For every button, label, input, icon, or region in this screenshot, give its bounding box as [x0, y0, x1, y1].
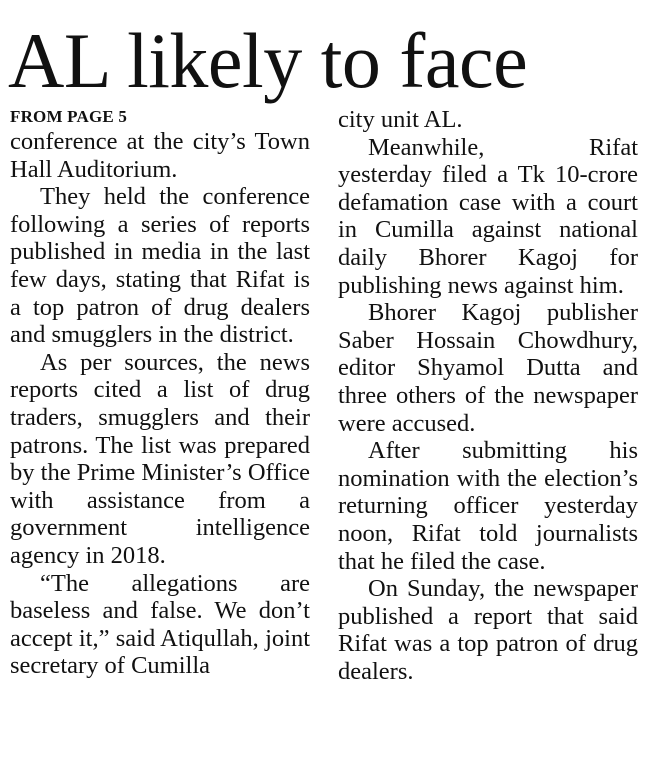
left-paragraph-3: As per sources, the news reports cited a list of drug traders, smugglers and their patrons. The list was prepared by the Prime Minister’s Office with assistance from a government intelligence agency in 2018. — [10, 348, 310, 569]
headline: AL likely to face — [8, 17, 528, 104]
right-paragraph-4: After submitting his nomination with the election’s returning officer yesterday noon, Rifat told journalists that he filed the case. — [338, 437, 638, 575]
left-paragraph-1: conference at the city’s Town Hall Auditorium. — [10, 128, 310, 183]
right-paragraph-2: Meanwhile, Rifat yesterday filed a Tk 10-crore defamation case with a court in Cumilla against national daily Bhorer Kagoj for publishing news against him. — [338, 133, 638, 299]
left-paragraph-4: “The allegations are baseless and false. We don’t accept it,” said Atiqullah, joint secretary of Cumilla — [10, 569, 310, 680]
right-paragraph-1: city unit AL. — [338, 106, 463, 133]
left-column — [10, 106, 310, 680]
jump-line: FROM PAGE 5 — [10, 107, 128, 126]
left-paragraph-2: They held the conference following a series of reports published in media in the last few days, stating that Rifat is a top patron of drug dealers and smugglers in the district. — [10, 183, 310, 349]
right-column — [338, 106, 638, 685]
right-paragraph-3: Bhorer Kagoj publisher Saber Hossain Chowdhury, editor Shyamol Dutta and three others of the newspaper were accused. — [338, 299, 638, 437]
right-paragraph-5: On Sunday, the newspaper published a report that said Rifat was a top patron of drug dealers. — [338, 575, 638, 685]
